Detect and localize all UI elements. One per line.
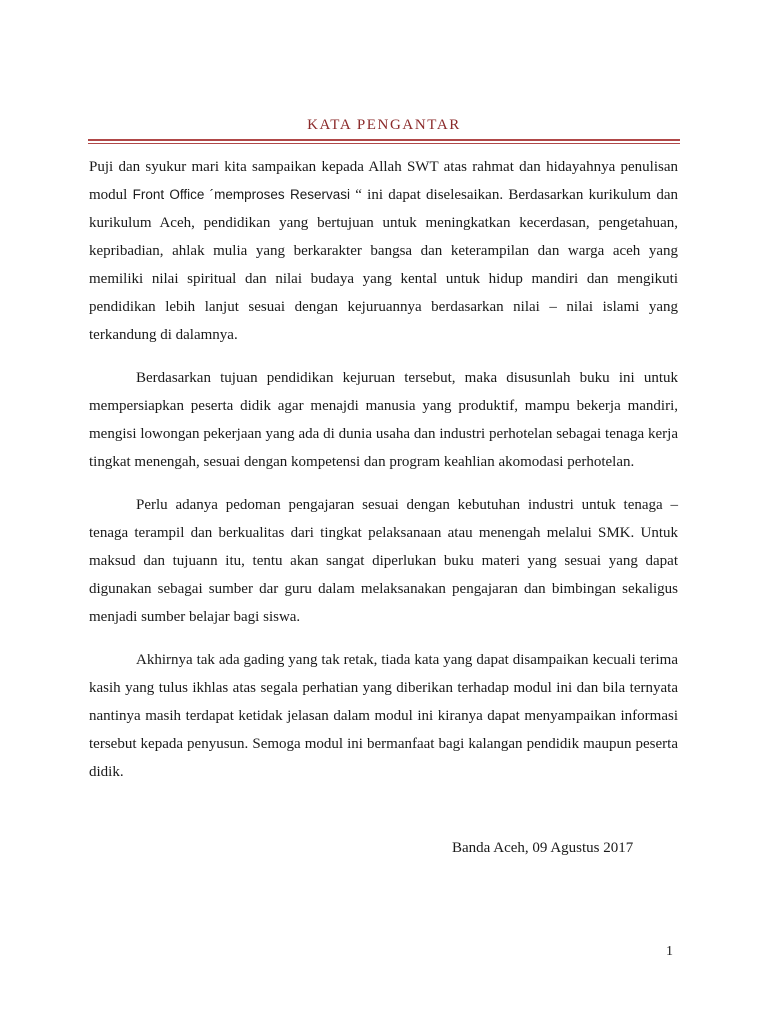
page-number: 1 — [666, 944, 673, 959]
module-name: Front Office ´memproses Reservasi — [132, 187, 350, 202]
paragraph-1 — [89, 153, 678, 349]
title-divider-thin — [88, 143, 680, 144]
body-text — [89, 153, 678, 801]
paragraph-4: Akhirnya tak ada gading yang tak retak, tiada kata yang dapat disampaikan kecuali terima kasih yang tulus ikhlas atas segala perhatian yang diberikan terhadap modul ini dan bila ternyata nantinya masih terdapat ketidak jelasan dalam modul ini kiranya dapat menyampaikan informasi tersebut kepada penyusun. Semoga modul ini bermanfaat bagi kalangan pendidik maupun peserta didik. — [89, 652, 678, 780]
page-title: KATA PENGANTAR — [307, 117, 461, 133]
paragraph-2: Berdasarkan tujuan pendidikan kejuruan tersebut, maka disusunlah buku ini untuk mempersiapkan peserta didik agar menajdi manusia yang produktif, mampu bekerja mandiri, mengisi lowongan pekerjaan yang ada di dunia usaha dan industri perhotelan sebagai tenaga kerja tingkat menengah, sesuai dengan kompetensi dan program keahlian akomodasi perhotelan. — [89, 370, 678, 470]
paragraph-1-text-b: “ ini dapat diselesaikan. Berdasarkan kurikulum dan kurikulum Aceh, pendidikan yang bertujuan untuk meningkatkan kecerdasan, pengetahuan, kepribadian, ahlak mulia yang berkarakter bangsa dan keterampilan dan warga aceh yang memiliki nilai spiritual dan nilai budaya yang kental untuk hidup mandiri dan mengikuti pendidikan lebih lanjut sesuai dengan kejuruannya berdasarkan nilai – nilai islami yang terkandung di dalamnya. — [89, 187, 679, 343]
paragraph-3: Perlu adanya pedoman pengajaran sesuai dengan kebutuhan industri untuk tenaga – tenaga terampil dan berkualitas dari tingkat pelaksanaan atau menengah melalui SMK. Untuk maksud dan tujuann itu, tentu akan sangat diperlukan buku materi yang sesuai yang dapat digunakan sebagai sumber dar guru dalam melaksanakan pengajaran dan bimbingan sekaligus menjadi sumber belajar bagi siswa. — [89, 497, 678, 625]
title-divider-thick — [88, 139, 680, 141]
signoff-place-date: Banda Aceh, 09 Agustus 2017 — [452, 840, 634, 856]
paragraph-1-text-a: Puji dan syukur mari kita sampaikan kepada Allah SWT atas rahmat dan hidayahnya penulisan modul — [89, 159, 678, 203]
